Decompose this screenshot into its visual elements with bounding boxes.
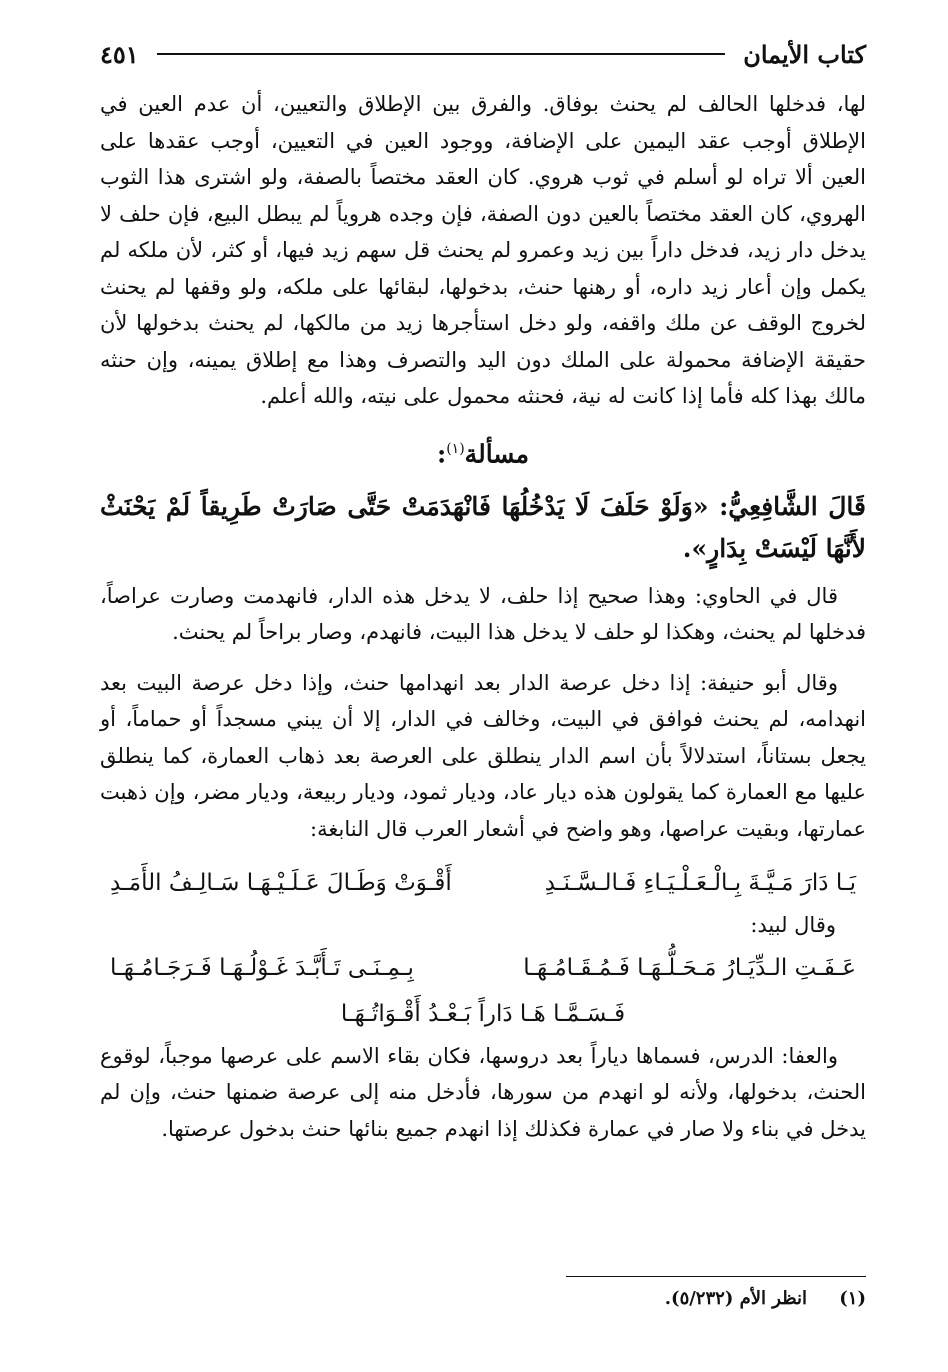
section-colon: : (436, 438, 447, 468)
verse-labid-line2 (110, 992, 856, 1036)
paragraph-2: قال في الحاوي: وهذا صحيح إذا حلف، لا يدخل هذه الدار، فانهدمت وصارت عراصاً، فدخلها لم يحنث، وهكذا لو حلف لا يدخل هذا البيت، فانهدم، وصار براحاً لم يحنث. (100, 583, 866, 645)
footnote (665, 1284, 866, 1314)
paragraph-1: لها، فدخلها الحالف لم يحنث بوفاق. والفرق بين الإطلاق والتعيين، أن عدم العين في الإطلاق أوجب عقد اليمين على الإضافة، ووجود العين في التعيين، أوجب عقدها على العين ألا تراه لو أسلم في ثوب هروي. كان العقد مختصاً بالصفة، ولو اشترى هذا الثوب الهروي، كان العقد مختصاً بالعين دون الصفة، فإن وجده هروياً لم يبطل البيع، فإن حلف لا يدخل دار زيد، فدخل داراً بين زيد وعمرو لم يحنث قل سهم زيد فيها، أو كثر، لأن ملكه لم يكمل وإن أعار زيد داره، أو رهنها حنث، بدخولها، لبقائها على ملكه، ولو وقفها لم يحنث لخروج الوقف عن ملك واقفه، ولو دخل استأجرها زيد من مالكها، لم يحنث بدخولها لأن حقيقة الإضافة محمولة على الملك دون اليد والتصرف وهذا مع إطلاق يمينه، وإن حنثه مالك بهذا كله فأما إذا كانت له نية، فحنثه محمول على نيته، والله أعلم. (100, 92, 866, 408)
header-rule (157, 53, 726, 55)
verse-single-hemistich: فَـسَـمَّـا هَـا دَاراً بَـعْـدُ أَقْـوَاتُـهَـا (340, 1000, 626, 1027)
verse-first-hemistich: عَـفَـتِ الـدِّيَـارُ مَـحَـلُّـهَـا فَـمُـقَـامُـهَـا (523, 954, 856, 981)
shafii-quote: قَالَ الشَّافِعِيُّ: «وَلَوْ حَلَفَ لَا يَدْخُلُهَا فَانْهَدَمَتْ حَتَّى صَارَتْ طَرِيقاً لَمْ يَحْنَثْ لأَنَّهَا لَيْسَتْ بِدَارٍ». (100, 491, 866, 563)
footnote-text: انظر الأم (٥/٢٣٢). (664, 1288, 807, 1309)
footnote-rule (566, 1276, 866, 1277)
verse-second-hemistich: بِـمِـنَـى تَـأَبَّـدَ غَـوْلُـهَـا فَـرَجَـامُـهَـا (110, 954, 414, 981)
page-number: ٤٥١ (100, 39, 139, 69)
page (100, 34, 866, 1372)
footnote-number: (١) (839, 1288, 866, 1309)
section-title: مسألة (464, 438, 530, 468)
section-heading (100, 429, 866, 474)
paragraph-4: والعفا: الدرس، فسماها دياراً بعد دروسها، فكان بقاء الاسم على عرصها موجباً، لوقوع الحنث، بدخولها، ولأنه لو انهدم من سورها، فأدخل منه إلى عرصة ضمنها حنث، وإن لم يدخل في بناء ولا صار في عمارة فكذلك إذا انهدم جميع بنائها حنث بدخول عرصتها. (100, 1043, 866, 1141)
labid-intro: وقال لبيد: (750, 913, 836, 938)
running-header (100, 34, 866, 74)
paragraph-3: وقال أبو حنيفة: إذا دخل عرصة الدار بعد انهدامها حنث، وإذا دخل عرصة البيت بعد انهدامه، لم يحنث فوافق في البيت، وخالف في الدار، إلا أن يبني مسجداً أو حماماً، أو يجعل بستاناً، استدلالاً بأن اسم الدار ينطلق على العرصة بعد ذهاب العمارة، كما ينطلق عليها مع العمارة كما يقولون هذه ديار عاد، وديار ثمود، وديار ربيعة، وديار مضر، وإن ذهبت عمارتها، وبقيت عراصها، وهو واضح في أشعار العرب قال النابغة: (100, 670, 866, 841)
verse-labid (110, 946, 856, 990)
verse-second-hemistich: أَقْـوَتْ وَطَـالَ عَـلَـيْـهَـا سَـالِـفُ الأَمَـدِ (110, 870, 452, 897)
book-section-title: كتاب الأيمان (743, 39, 866, 69)
verse-nabigha (110, 861, 856, 905)
footnote-ref[interactable]: (١) (446, 440, 465, 457)
verse-first-hemistich: يَـا دَارَ مَـيَّـةَ بِـالْـعَـلْـيَـاءِ فَـالـسَّـنَـدِ (544, 870, 856, 897)
